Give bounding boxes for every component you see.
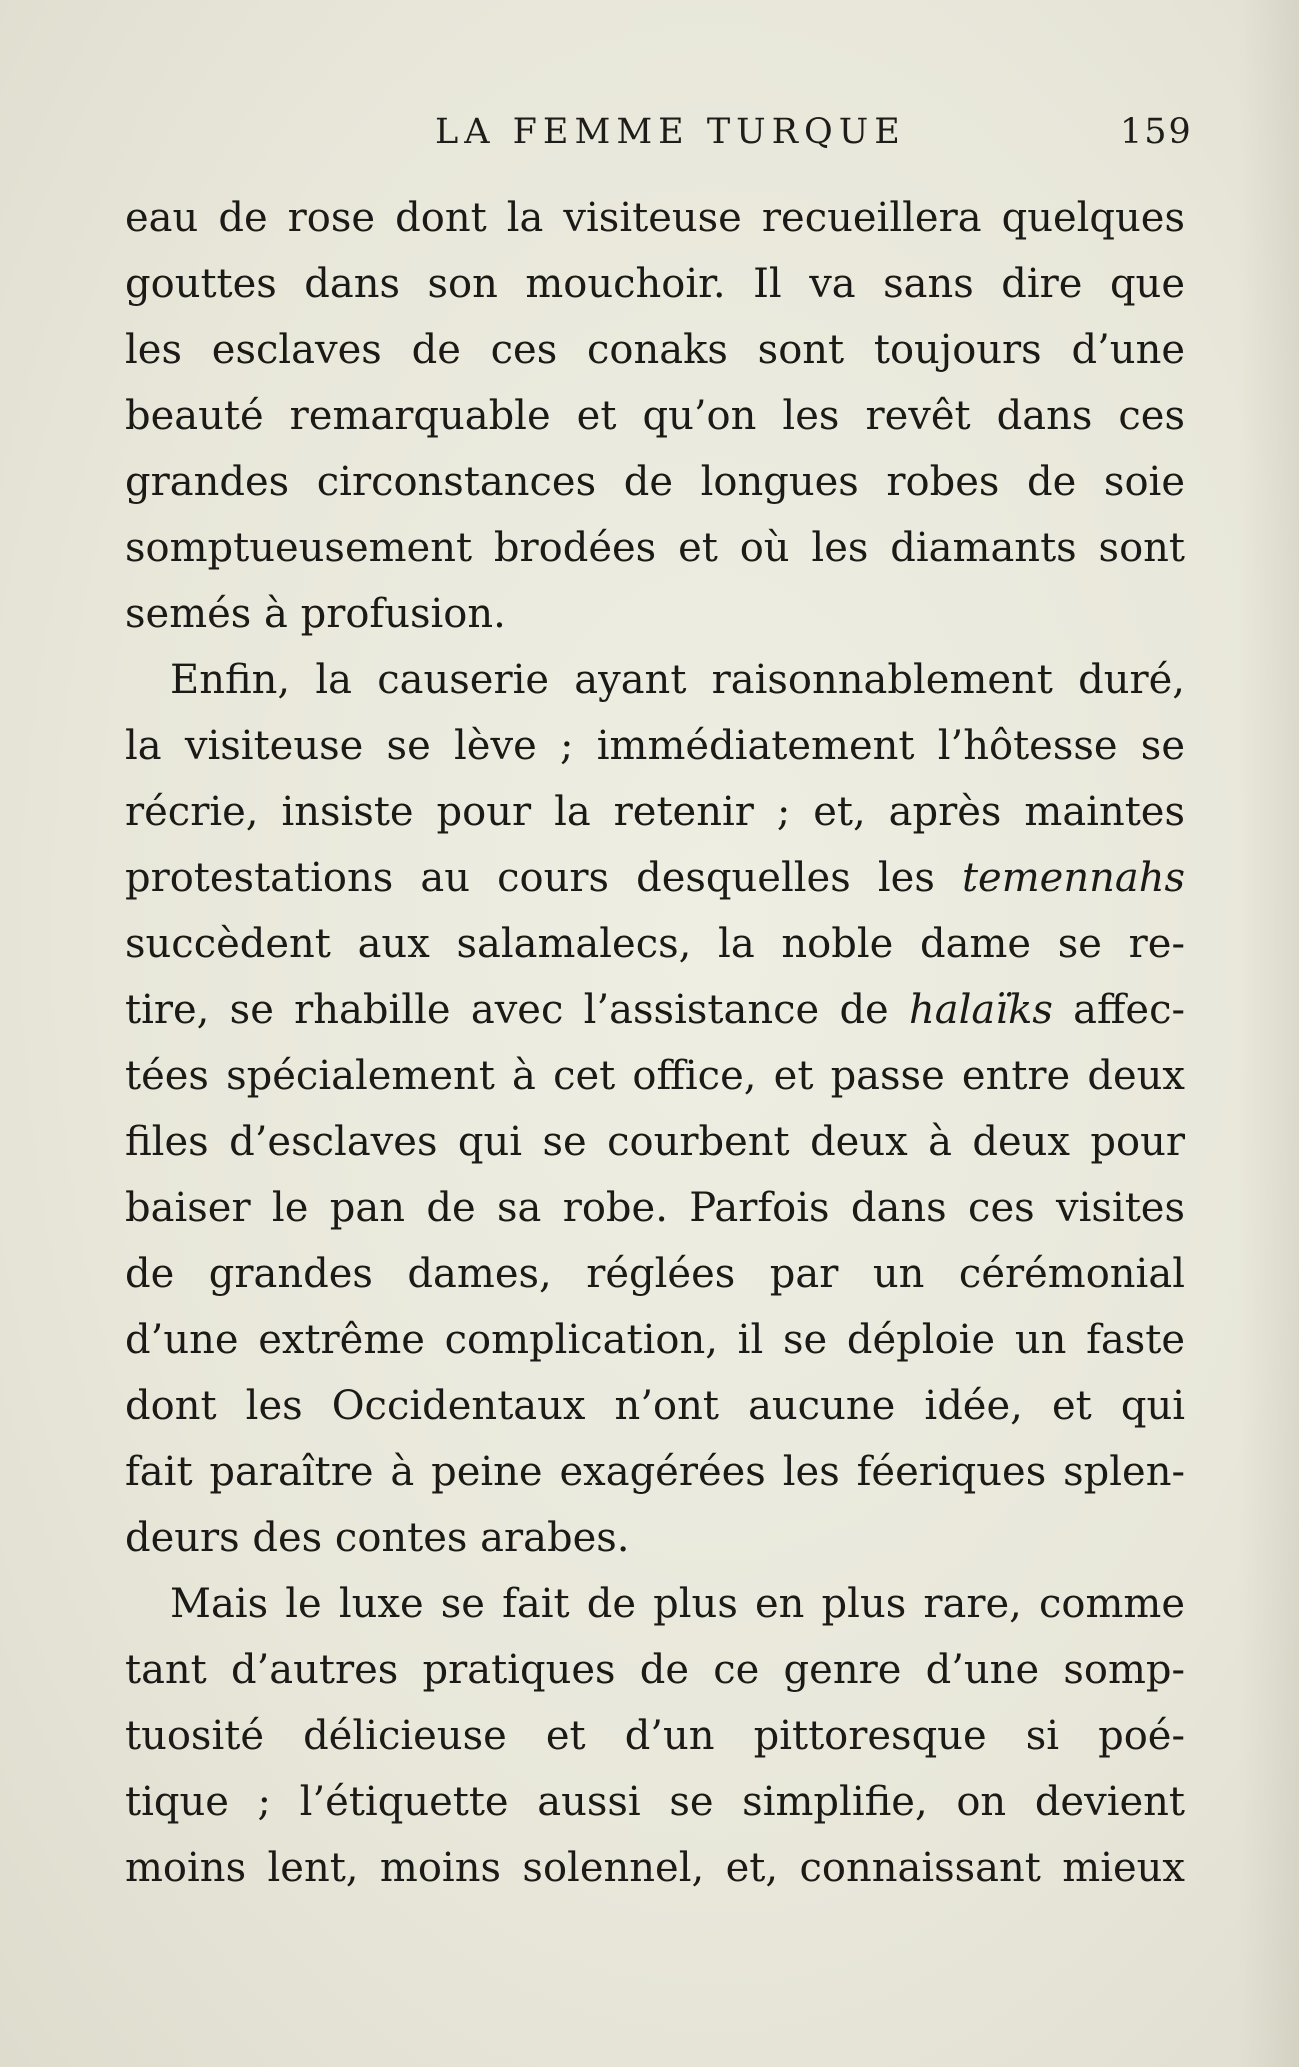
text-segment: Mais le luxe se fait de plus en plus rare, comme bbox=[170, 1581, 1185, 1627]
body-text bbox=[125, 185, 1185, 1901]
text-segment: d’une extrême complication, il se déploie un faste bbox=[125, 1317, 1185, 1363]
text-segment: récrie, insiste pour la retenir ; et, après maintes bbox=[125, 789, 1185, 835]
text-segment: files d’esclaves qui se courbent deux à deux pour bbox=[125, 1119, 1185, 1165]
text-line bbox=[125, 647, 1185, 713]
text-segment: tuosité délicieuse et d’un pittoresque si poé- bbox=[125, 1713, 1185, 1759]
text-segment: moins lent, moins solennel, et, connaissant mieux bbox=[125, 1845, 1185, 1891]
text-segment: Enfin, la causerie ayant raisonnablement duré, bbox=[170, 657, 1185, 703]
text-line bbox=[125, 581, 1185, 647]
italic-term: temennahs bbox=[961, 855, 1185, 901]
text-segment: de grandes dames, réglées par un cérémonial bbox=[125, 1251, 1185, 1297]
text-line bbox=[125, 779, 1185, 845]
text-segment: protestations au cours desquelles les bbox=[125, 855, 962, 901]
running-head-title: LA FEMME TURQUE bbox=[435, 112, 906, 152]
text-line bbox=[125, 1043, 1185, 1109]
text-line bbox=[125, 1505, 1185, 1571]
page-edge-shadow bbox=[1239, 0, 1299, 2067]
text-line bbox=[125, 185, 1185, 251]
text-segment: tant d’autres pratiques de ce genre d’une somp- bbox=[125, 1647, 1185, 1693]
text-line bbox=[125, 845, 1185, 911]
text-segment: eau de rose dont la visiteuse recueillera quelques bbox=[125, 195, 1185, 241]
text-line bbox=[125, 317, 1185, 383]
text-line bbox=[125, 1835, 1185, 1901]
text-line bbox=[125, 1241, 1185, 1307]
text-line bbox=[125, 1637, 1185, 1703]
text-segment: tique ; l’étiquette aussi se simplifie, on devient bbox=[125, 1779, 1185, 1825]
text-line bbox=[125, 1571, 1185, 1637]
text-segment: semés à profusion. bbox=[125, 591, 506, 637]
text-line bbox=[125, 383, 1185, 449]
text-line bbox=[125, 977, 1185, 1043]
text-segment: baiser le pan de sa robe. Parfois dans ces visites bbox=[125, 1185, 1185, 1231]
page-number: 159 bbox=[1120, 112, 1193, 152]
text-line bbox=[125, 1109, 1185, 1175]
text-line bbox=[125, 1769, 1185, 1835]
text-line bbox=[125, 1175, 1185, 1241]
text-segment: tire, se rhabille avec l’assistance de bbox=[125, 987, 910, 1033]
text-line bbox=[125, 911, 1185, 977]
text-line bbox=[125, 251, 1185, 317]
text-line bbox=[125, 449, 1185, 515]
text-segment: dont les Occidentaux n’ont aucune idée, et qui bbox=[125, 1383, 1185, 1429]
text-segment: les esclaves de ces conaks sont toujours d’une bbox=[125, 327, 1185, 373]
text-segment: affec- bbox=[1052, 987, 1185, 1033]
text-line bbox=[125, 515, 1185, 581]
text-segment: tées spécialement à cet office, et passe entre deux bbox=[125, 1053, 1185, 1099]
text-line bbox=[125, 1439, 1185, 1505]
running-head bbox=[0, 112, 1299, 162]
text-line bbox=[125, 1307, 1185, 1373]
text-line bbox=[125, 713, 1185, 779]
text-segment: deurs des contes arabes. bbox=[125, 1515, 630, 1561]
text-segment: somptueusement brodées et où les diamants sont bbox=[125, 525, 1185, 571]
italic-term: halaïks bbox=[909, 987, 1053, 1033]
text-segment: grandes circonstances de longues robes de soie bbox=[125, 459, 1185, 505]
text-segment: la visiteuse se lève ; immédiatement l’hôtesse se bbox=[125, 723, 1185, 769]
text-segment: succèdent aux salamalecs, la noble dame se re- bbox=[125, 921, 1185, 967]
text-line bbox=[125, 1703, 1185, 1769]
text-segment: beauté remarquable et qu’on les revêt dans ces bbox=[125, 393, 1185, 439]
text-segment: gouttes dans son mouchoir. Il va sans dire que bbox=[125, 261, 1185, 307]
text-segment: fait paraître à peine exagérées les féeriques splen- bbox=[125, 1449, 1185, 1495]
text-line bbox=[125, 1373, 1185, 1439]
